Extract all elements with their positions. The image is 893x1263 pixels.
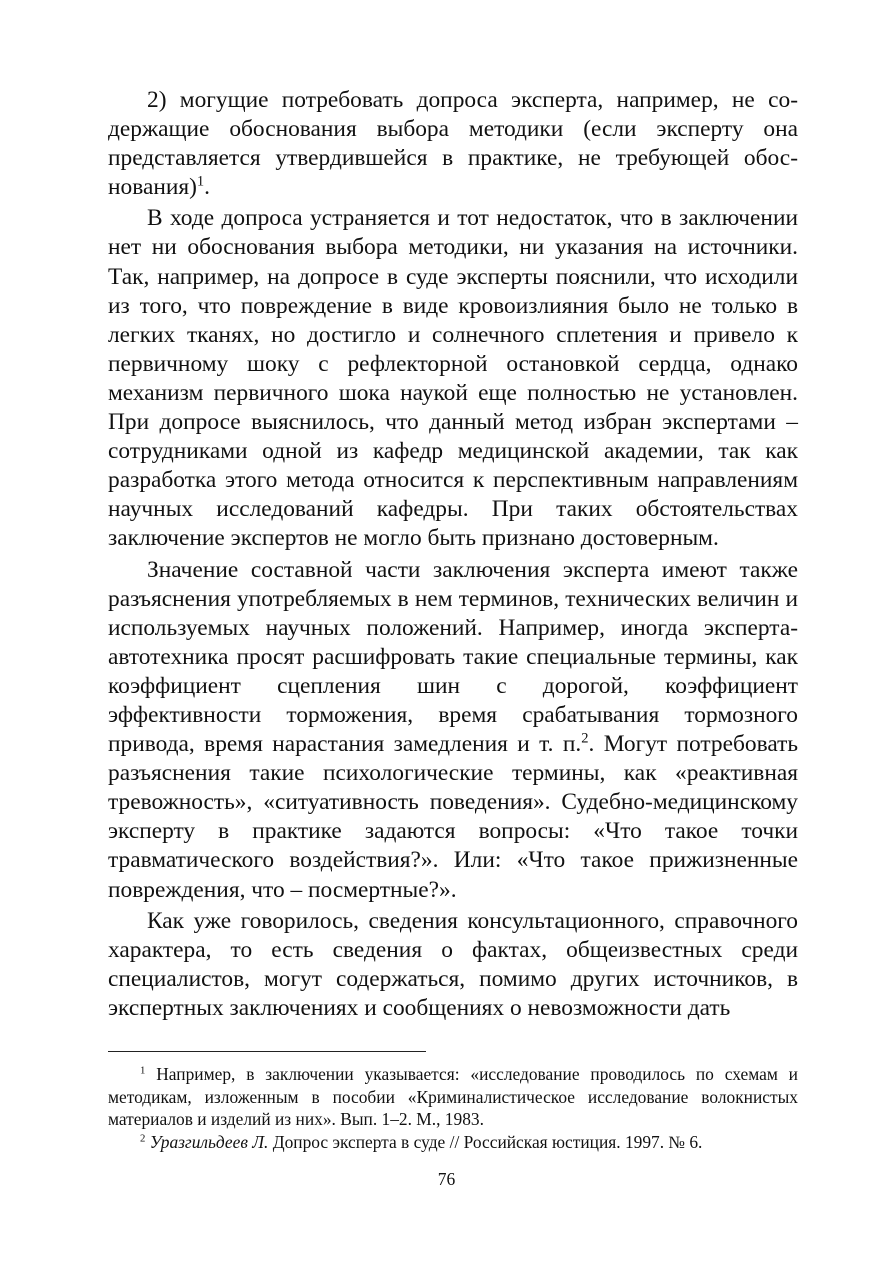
footnote-ref-2: 2 bbox=[581, 730, 589, 747]
footnote-2-author: Уразгильдеев Л. bbox=[149, 1131, 269, 1152]
footnote-2 bbox=[108, 1131, 798, 1154]
paragraph-1 bbox=[108, 86, 798, 202]
paragraph-3-end: . Могут потребовать разъяснения такие психологические термины, как «реактивная тревожность», «ситуативность поведения». Судебно-медицинскому эксперту в практике задаются вопросы: «Что такое точки травматического воздействия?». Или: «Что такое прижизненные повреждения, что – посмертные?». bbox=[108, 731, 798, 903]
footnote-1-text: Например, в заключении указывается: «исследование проводилось по схемам и методикам, изложенным в пособии «Криминалистическое исследование волокнистых материалов и изделий из них». Вып. 1–2. М., 1983. bbox=[108, 1064, 798, 1130]
footnotes bbox=[108, 1063, 798, 1153]
paragraph-2-text: В ходе допроса устраняется и тот недостаток, что в заключении нет ни обоснования выбора методики, ни указания на источники. Так, например, на допросе в суде эксперты пояснили, что исходили из того, что повреждение в виде кровоизлияния было не только в легких тканях, но достигло и солнечного сплетения и привело к первичному шоку с рефлекторной остановкой сердца, однако механизм первичного шока наукой еще полностью не установлен. При допросе выяснилось, что данный метод избран экспертами – сотрудниками одной из кафедр медицинской академии, так как разработка этого метода относится к перспективным направлениям научных исследований кафедры. При таких обстоятельствах заключение экспертов не могло быть признано достоверным. bbox=[108, 205, 798, 552]
paragraph-1-end: . bbox=[204, 174, 211, 201]
paragraph-2 bbox=[108, 204, 798, 553]
paragraph-4-text: Как уже говорилось, сведения консультационного, справочного характера, то есть сведения о фактах, общеизвестных среди специалистов, могут содержаться, помимо других источников, в экспертных заключениях и сообщениях о невозможности дать bbox=[108, 907, 798, 1021]
paragraph-3-text: Значение составной части заключения эксперта имеют также разъяснения употребляемых в нем терминов, технических величин и используемых научных положений. Например, иногда эксперта-автотехника просят расшифровать такие специальные термины, как коэффициент сцепления шин с дорогой, коэффициент эффективности торможения, время срабатывания тормозного привода, время нарастания замедления и т. п. bbox=[108, 556, 798, 758]
paragraph-4 bbox=[108, 907, 798, 1023]
paragraph-3 bbox=[108, 556, 798, 905]
footnote-ref-1: 1 bbox=[196, 173, 205, 190]
page-number: 76 bbox=[437, 1169, 456, 1189]
main-text bbox=[108, 86, 798, 1025]
footnote-separator bbox=[108, 1051, 426, 1052]
footnote-1 bbox=[108, 1063, 798, 1131]
footnote-1-mark: 1 bbox=[140, 1064, 146, 1077]
footnote-2-mark: 2 bbox=[140, 1132, 146, 1145]
footnote-2-text: Допрос эксперта в суде // Российская юстиция. 1997. № 6. bbox=[268, 1131, 703, 1152]
paragraph-1-text: 2) могущие потребовать допроса эксперта, например, не содержащие обоснования выбора методики (если эксперту она представляется утвердившейся в практике, не требующей обоснования) bbox=[108, 87, 798, 201]
